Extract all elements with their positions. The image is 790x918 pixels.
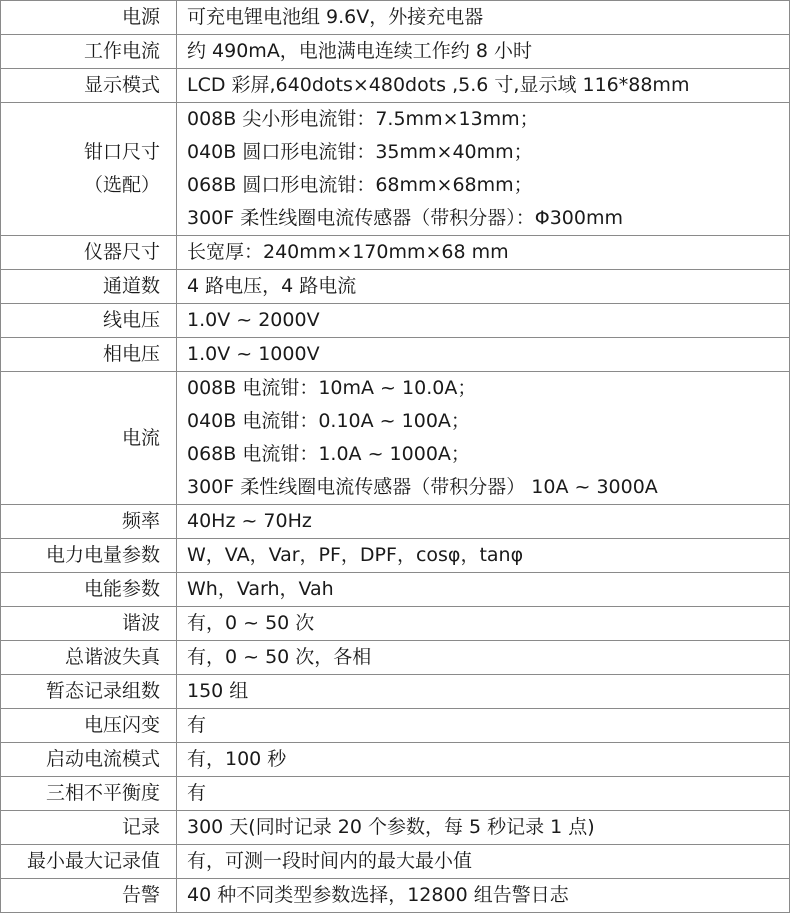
spec-value: 1.0V ~ 2000V xyxy=(187,309,320,331)
spec-value: 40Hz ~ 70Hz xyxy=(187,510,312,532)
spec-label: 电压闪变 xyxy=(83,714,160,736)
spec-value: 有，100 秒 xyxy=(187,748,287,770)
spec-label: 钳口尺寸 xyxy=(83,141,160,163)
spec-value: 040B 圆口形电流钳：35mm×40mm； xyxy=(187,141,533,163)
spec-label-cell xyxy=(1,709,177,743)
spec-label: 仪器尺寸 xyxy=(83,241,160,263)
spec-label-cell xyxy=(1,270,177,304)
spec-value: 40 种不同类型参数选择，12800 组告警日志 xyxy=(187,884,569,906)
spec-row xyxy=(1,338,790,372)
spec-value: 4 路电压，4 路电流 xyxy=(187,275,357,297)
spec-value-cell xyxy=(177,743,790,777)
spec-value-cell xyxy=(177,35,790,69)
spec-value: 040B 电流钳：0.10A ~ 100A； xyxy=(187,410,470,432)
spec-label: 工作电流 xyxy=(83,40,160,62)
spec-row xyxy=(1,845,790,879)
spec-label: 通道数 xyxy=(102,275,160,297)
spec-label-cell xyxy=(1,743,177,777)
spec-label-cell xyxy=(1,304,177,338)
spec-value-cell xyxy=(177,338,790,372)
spec-row xyxy=(1,709,790,743)
spec-row xyxy=(1,304,790,338)
spec-label: 电流 xyxy=(121,426,160,449)
spec-row xyxy=(1,777,790,811)
spec-label: （选配） xyxy=(83,174,160,196)
spec-label-cell xyxy=(1,539,177,573)
spec-label-cell xyxy=(1,675,177,709)
spec-row xyxy=(1,505,790,539)
spec-label-cell xyxy=(1,35,177,69)
spec-value: 300 天(同时记录 20 个参数，每 5 秒记录 1 点) xyxy=(187,816,595,838)
spec-table-body xyxy=(1,1,790,913)
spec-label: 线电压 xyxy=(102,309,160,331)
spec-value-cell xyxy=(177,372,790,505)
spec-value-cell xyxy=(177,69,790,103)
spec-label: 告警 xyxy=(121,884,160,906)
spec-label-cell xyxy=(1,845,177,879)
spec-label-cell xyxy=(1,338,177,372)
spec-row xyxy=(1,35,790,69)
spec-label: 显示模式 xyxy=(83,74,160,96)
spec-label-cell xyxy=(1,641,177,675)
spec-label: 电能参数 xyxy=(83,578,160,600)
spec-label-cell xyxy=(1,1,177,35)
spec-value-cell xyxy=(177,879,790,913)
spec-value-cell xyxy=(177,270,790,304)
spec-label: 相电压 xyxy=(102,343,160,365)
spec-value-cell xyxy=(177,304,790,338)
spec-value-cell xyxy=(177,505,790,539)
spec-label: 启动电流模式 xyxy=(45,748,160,770)
spec-value-cell xyxy=(177,607,790,641)
spec-value-cell xyxy=(177,641,790,675)
spec-value: 068B 电流钳：1.0A ~ 1000A； xyxy=(187,443,470,465)
spec-label-cell xyxy=(1,879,177,913)
spec-row xyxy=(1,270,790,304)
spec-value-cell xyxy=(177,777,790,811)
spec-value: 300F 柔性线圈电流传感器（带积分器） 10A ~ 3000A xyxy=(187,476,658,498)
spec-value-cell xyxy=(177,675,790,709)
spec-value: 约 490mA，电池满电连续工作约 8 小时 xyxy=(187,40,532,62)
spec-row xyxy=(1,573,790,607)
spec-value-cell xyxy=(177,539,790,573)
spec-label: 谐波 xyxy=(121,612,160,634)
spec-value-cell xyxy=(177,845,790,879)
spec-row xyxy=(1,539,790,573)
spec-label: 三相不平衡度 xyxy=(45,782,160,804)
spec-row xyxy=(1,607,790,641)
spec-label: 暂态记录组数 xyxy=(45,680,160,702)
spec-value: 008B 电流钳：10mA ~ 10.0A； xyxy=(187,377,477,399)
spec-row xyxy=(1,641,790,675)
spec-value-cell xyxy=(177,811,790,845)
spec-value-cell xyxy=(177,236,790,270)
spec-label-cell xyxy=(1,811,177,845)
spec-value: 有，0 ~ 50 次 xyxy=(187,612,315,634)
spec-label: 频率 xyxy=(121,510,160,532)
spec-label-cell xyxy=(1,607,177,641)
spec-value: 有 xyxy=(187,782,207,804)
spec-label-cell xyxy=(1,69,177,103)
spec-label: 最小最大记录值 xyxy=(26,850,160,872)
spec-value: 有 xyxy=(187,714,207,736)
spec-row xyxy=(1,743,790,777)
spec-value: W，VA，Var，PF，DPF，cosφ，tanφ xyxy=(187,544,524,566)
spec-label-cell xyxy=(1,372,177,505)
spec-row xyxy=(1,103,790,236)
spec-label: 总谐波失真 xyxy=(64,646,160,668)
spec-value: 有，可测一段时间内的最大最小值 xyxy=(187,850,473,872)
spec-label: 电力电量参数 xyxy=(45,544,160,566)
spec-row xyxy=(1,372,790,505)
spec-label-cell xyxy=(1,103,177,236)
spec-value: 长宽厚：240mm×170mm×68 mm xyxy=(187,241,509,263)
spec-value-cell xyxy=(177,709,790,743)
spec-value: 1.0V ~ 1000V xyxy=(187,343,320,365)
spec-value: LCD 彩屏,640dots×480dots ,5.6 寸,显示域 116*88mm xyxy=(187,74,690,96)
spec-value-cell xyxy=(177,103,790,236)
spec-row xyxy=(1,879,790,913)
spec-label: 电源 xyxy=(121,6,160,28)
spec-value: 300F 柔性线圈电流传感器（带积分器）：Φ300mm xyxy=(187,207,623,229)
spec-value-cell xyxy=(177,573,790,607)
spec-label-cell xyxy=(1,236,177,270)
spec-row xyxy=(1,69,790,103)
spec-label: 记录 xyxy=(121,816,160,838)
spec-row xyxy=(1,1,790,35)
spec-value: 150 组 xyxy=(187,680,249,702)
spec-value: Wh，Varh，Vah xyxy=(187,578,334,600)
spec-row xyxy=(1,675,790,709)
spec-value-cell xyxy=(177,1,790,35)
spec-value: 有，0 ~ 50 次，各相 xyxy=(187,646,372,668)
spec-label-cell xyxy=(1,777,177,811)
spec-value: 可充电锂电池组 9.6V，外接充电器 xyxy=(187,6,484,28)
spec-label-cell xyxy=(1,505,177,539)
spec-value: 008B 尖小形电流钳：7.5mm×13mm； xyxy=(187,108,539,130)
spec-label-cell xyxy=(1,573,177,607)
spec-value: 068B 圆口形电流钳：68mm×68mm； xyxy=(187,174,533,196)
spec-row xyxy=(1,811,790,845)
spec-row xyxy=(1,236,790,270)
